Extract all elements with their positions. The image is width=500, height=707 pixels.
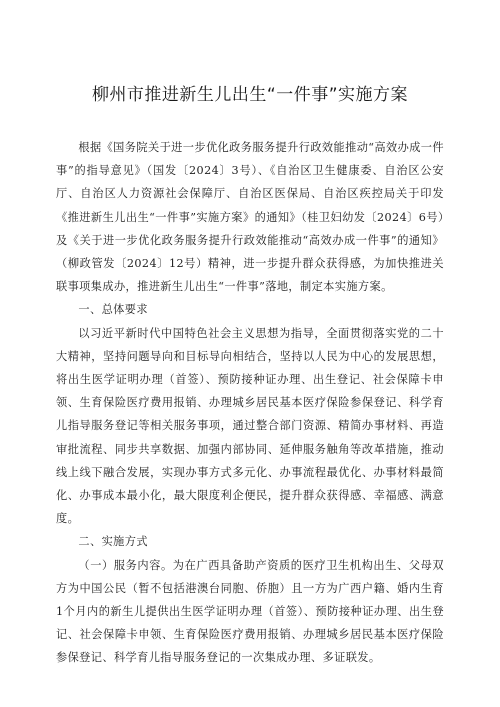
section-heading-implementation: 二、实施方式	[78, 535, 148, 549]
intro-paragraph: 根据《国务院关于进一步优化政务服务提升行政效能推动“高效办成一件事”的指导意见》（国发〔2024〕3号）、《自治区卫生健康委、自治区公安厅、自治区人力资源社会保障厅、自治区医保局、自治区疾控局关于印发《推进新生儿出生“一件事”实施方案》的通知》（桂卫妇幼发〔2024〕6号）及《关于进一步优化政务服务提升行政效能推动“高效办成一件事”的通知》（柳政管发〔2024〕12号）精神，进一步提升群众获得感，为加快推进关联事项集成办，推进新生儿出生“一件事”落地，制定本实施方案。	[56, 141, 444, 294]
document-title: 柳州市推进新生儿出生“一件事”实施方案	[91, 85, 409, 105]
service-content-paragraph: （一）服务内容。为在广西具备助产资质的医疗卫生机构出生、父母双方为中国公民（暂不包括港澳台同胞、侨胞）且一方为广西户籍、婚内生育1个月内的新生儿提供出生医学证明办理（首签）、预防接种证办理、出生登记、社会保障卡申领、生育保险医疗费用报销、办理城乡居民基本医疗保险参保登记、科学育儿指导服务登记的一次集成办理、多证联发。	[56, 558, 444, 665]
general-requirements-paragraph: 以习近平新时代中国特色社会主义思想为指导，全面贯彻落实党的二十大精神，坚持问题导向和目标导向相结合，坚持以人民为中心的发展思想，将出生医学证明办理（首签）、预防接种证办理、出生登记、社会保障卡申领、生育保险医疗费用报销、办理城乡居民基本医疗保险参保登记、科学育儿指导服务登记等相关服务事项，通过整合部门资源、精简办事材料、再造审批流程、同步共享数据、加强内部协同、延伸服务触角等改革措施，推动线上线下融合发展，实现办事方式多元化、办事流程最优化、办事材料最简化、办事成本最小化，最大限度利企便民，提升群众获得感、幸福感、满意度。	[56, 326, 444, 526]
document-body	[56, 136, 444, 670]
section-heading-general-requirements: 一、总体要求	[78, 303, 148, 317]
